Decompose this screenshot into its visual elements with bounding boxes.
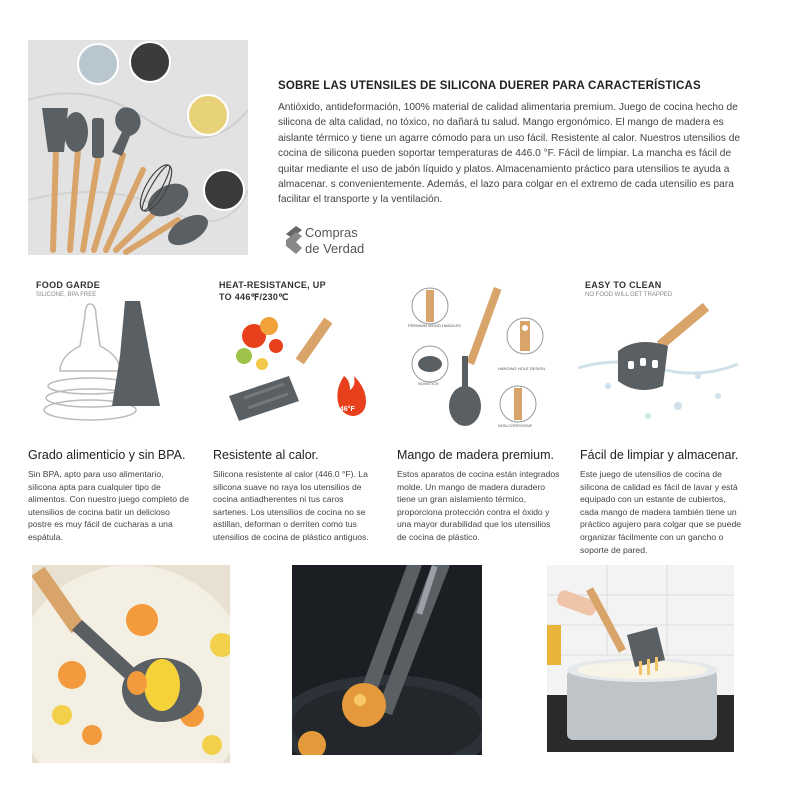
logo-text-line2: de Verdad — [305, 241, 365, 256]
logo-text-line1: Compras — [305, 225, 358, 240]
label-non-corrosive: NON-CORROSIVE — [498, 423, 533, 428]
wood-handle-image — [400, 276, 560, 436]
utensil-set-image — [28, 40, 248, 255]
feature-text-heat: Silicona resistente al calor (446.0 °F). La silicona suave no raya los utensilios de cocina antiadherentes ni tus caros sartenes. Los utensilios de cocina no se astillan, deforman o derriten como tus utensilios de cocina de plástico antiguos. — [213, 469, 369, 542]
hero-title: SOBRE LAS UTENSILES DE SILICONA DUERER PARA CARACTERÍSTICAS — [278, 80, 701, 92]
feature-heading-food-grade: Grado alimenticio y sin BPA. — [28, 448, 186, 462]
label-nonstick: NONSTICK — [418, 381, 439, 386]
feature-text-wood: Estos aparatos de cocina están integrados molde. Un mango de madera duradero tiene un gran aislamiento térmico, proporciona protección contra el óxido y una mayor durabilidad que los utensilios de cocina de plástico. — [397, 469, 560, 542]
heat-resistance-subcaption: TO 446℉/230℃ — [219, 292, 289, 302]
pasta-pot-photo — [547, 565, 734, 752]
easy-clean-subcaption: NO FOOD WILL GET TRAPPED — [585, 292, 673, 298]
feature-text-food-grade: Sin BPA, apto para uso alimentario, silicona apta para cualquier tipo de alimentos. Con nuestro juego completo de utensilios de cocina batir un delicioso postre es muy fácil de cucharas a una espátula. — [28, 469, 189, 542]
feature-heading-heat: Resistente al calor. — [213, 448, 319, 462]
feature-text-clean: Este juego de utensilios de cocina de silicona de calidad es fácil de lavar y está equipado con un estante de cubiertos, cada mango de madera también tiene un práctico agujero para colgar que se puede organizar fácilmente con un gancho o soporte de pared. — [580, 469, 742, 555]
easy-clean-image — [578, 276, 738, 436]
feature-heading-wood: Mango de madera premium. — [397, 448, 555, 462]
tongs-photo — [292, 565, 482, 755]
easy-clean-caption: EASY TO CLEAN — [585, 280, 662, 290]
label-hanging-hole: HANGING HOLE DESIGN — [498, 366, 546, 371]
temperature-badge: 446°F — [336, 406, 355, 413]
food-grade-caption: FOOD GARDE — [36, 280, 101, 290]
food-grade-image — [30, 276, 190, 436]
heat-resistance-caption: HEAT-RESISTANCE, UP — [219, 280, 326, 290]
food-grade-subcaption: SILICONE, BPA FREE — [36, 292, 97, 298]
hero-description: Antióxido, antideformación, 100% material de calidad alimentaria premium. Juego de cocina hecho de silicona de alta calidad, no tóxico, no dañará tu salud. Mango ergonómico. El mango de madera es aislante térmico y tiene un agarre cómodo para un uso fácil. Resistente al calor. Nuestros utensilios de cocina de silicona pueden soportar temperaturas de 446.0 °F. Fácil de limpiar. La mancha es fácil de quitar mediante el uso de jabón líquido y platos. Almacenamiento práctico para utensilios te ayuda a almacenar. s convenientemente. Además, el lazo para colgar en el extremo de cada utensilio es para facilitar el transporte y la ventilación. — [278, 102, 741, 206]
label-premium-wood: PREMIUM WOOD HANDLES — [408, 323, 461, 328]
ladle-soup-photo — [32, 565, 230, 763]
feature-heading-clean: Fácil de limpiar y almacenar. — [580, 448, 739, 462]
